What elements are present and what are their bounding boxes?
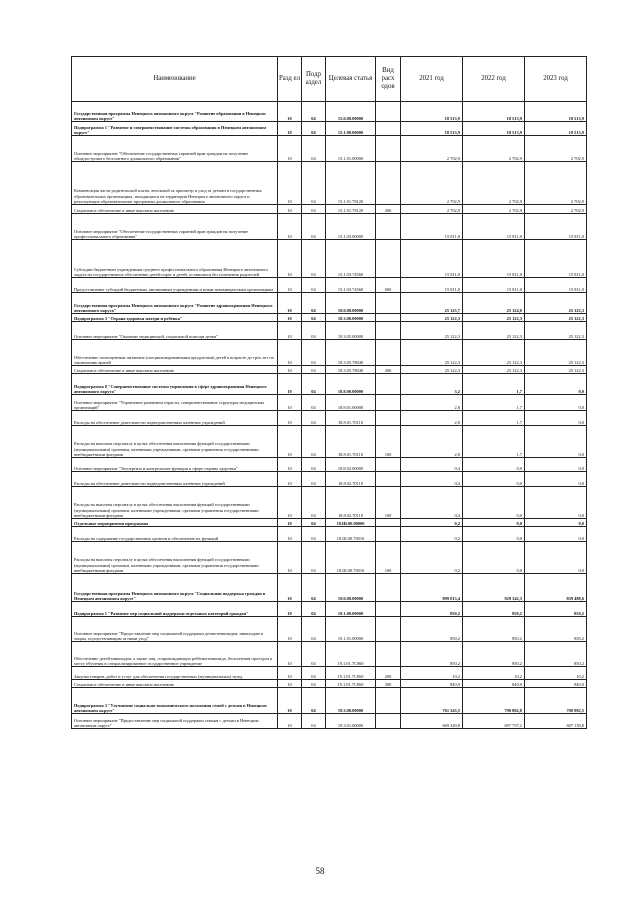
row-expense-type bbox=[376, 574, 401, 602]
row-2022: 929 342,3 bbox=[463, 574, 525, 602]
row-razdel: 10 bbox=[278, 487, 302, 519]
row-target-article: 18.Ш.00.00000 bbox=[326, 519, 376, 527]
row-2021: 0,2 bbox=[401, 542, 463, 574]
row-name: Обеспечение детей-инвалидов, а также лиц, сопровождающих ребёнка-инвалида, бесплатным проездом к месту обучения в специализированное государственное учреждение bbox=[72, 642, 278, 667]
row-name: Социальное обеспечение и иные выплаты населению bbox=[72, 205, 278, 214]
row-2022: 15 811,0 bbox=[463, 214, 525, 240]
row-target-article: 18.Ш.00.70010 bbox=[326, 527, 376, 542]
header-target-article: Целевая статья bbox=[326, 57, 376, 102]
table-row bbox=[72, 519, 587, 527]
table-row bbox=[72, 162, 587, 205]
row-expense-type bbox=[376, 102, 401, 122]
row-target-article: 18.8.02.70110 bbox=[326, 487, 376, 519]
row-podrazdel: 04 bbox=[302, 374, 326, 395]
row-podrazdel: 04 bbox=[302, 680, 326, 688]
row-podrazdel: 04 bbox=[302, 240, 326, 278]
row-2023: 0,0 bbox=[525, 519, 587, 527]
row-2022: 18 513,9 bbox=[463, 122, 525, 136]
row-2021: 25 122,3 bbox=[401, 314, 463, 322]
row-podrazdel: 04 bbox=[302, 527, 326, 542]
row-name: Предоставление субсидий бюджетным, автономным учреждениям и иным некоммерческим организациям bbox=[72, 278, 278, 293]
row-podrazdel: 04 bbox=[302, 366, 326, 374]
row-target-article: 15.1.00.00000 bbox=[326, 122, 376, 136]
row-target-article: 18.3.05.00000 bbox=[326, 322, 376, 340]
row-2022: 25 122,3 bbox=[463, 366, 525, 374]
row-podrazdel: 04 bbox=[302, 293, 326, 314]
row-expense-type bbox=[376, 136, 401, 162]
row-expense-type bbox=[376, 602, 401, 617]
row-2021: 2,8 bbox=[401, 426, 463, 458]
row-name: Государственная программа Ненецкого автономного округа "Развитие здравоохранения Ненецкого автономного округа" bbox=[72, 293, 278, 314]
row-2022: 850,2 bbox=[463, 602, 525, 617]
row-name: Основное мероприятие "Управление развитием отрасли, совершенствование структуры медицинских организаций" bbox=[72, 395, 278, 411]
row-target-article: 15.1.01.00000 bbox=[326, 136, 376, 162]
row-2021: 899 813,4 bbox=[401, 574, 463, 602]
row-expense-type bbox=[376, 642, 401, 667]
row-razdel: 10 bbox=[278, 602, 302, 617]
row-razdel: 10 bbox=[278, 205, 302, 214]
row-razdel: 10 bbox=[278, 314, 302, 322]
table-row bbox=[72, 374, 587, 395]
row-2022: 2 702,9 bbox=[463, 162, 525, 205]
row-razdel: 10 bbox=[278, 366, 302, 374]
row-2021: 0,2 bbox=[401, 519, 463, 527]
row-target-article: 18.0.00.00000 bbox=[326, 293, 376, 314]
row-target-article: 18.3.00.00000 bbox=[326, 314, 376, 322]
table-row bbox=[72, 487, 587, 519]
row-2021: 2 702,9 bbox=[401, 205, 463, 214]
row-2021: 0,4 bbox=[401, 458, 463, 472]
row-target-article: 15.1.03.74560 bbox=[326, 240, 376, 278]
row-2021: 840,0 bbox=[401, 680, 463, 688]
row-2021: 0,4 bbox=[401, 472, 463, 487]
row-razdel: 10 bbox=[278, 162, 302, 205]
row-expense-type bbox=[376, 395, 401, 411]
row-2023: 0,0 bbox=[525, 487, 587, 519]
row-razdel: 10 bbox=[278, 458, 302, 472]
row-2022: 1,7 bbox=[463, 411, 525, 426]
row-expense-type bbox=[376, 322, 401, 340]
header-2022: 2022 год bbox=[463, 57, 525, 102]
row-razdel: 10 bbox=[278, 642, 302, 667]
table-row bbox=[72, 314, 587, 322]
row-2022: 0,0 bbox=[463, 527, 525, 542]
row-2021: 25 125,7 bbox=[401, 293, 463, 314]
row-podrazdel: 04 bbox=[302, 411, 326, 426]
row-target-article: 18.3.05.78040 bbox=[326, 366, 376, 374]
row-podrazdel: 04 bbox=[302, 102, 326, 122]
row-expense-type: 200 bbox=[376, 667, 401, 680]
row-expense-type bbox=[376, 688, 401, 714]
row-2021: 2,8 bbox=[401, 411, 463, 426]
row-expense-type: 600 bbox=[376, 278, 401, 293]
row-2021: 10,2 bbox=[401, 667, 463, 680]
row-2021: 2,8 bbox=[401, 395, 463, 411]
row-2023: 25 122,3 bbox=[525, 322, 587, 340]
row-expense-type: 300 bbox=[376, 680, 401, 688]
row-2023: 850,2 bbox=[525, 642, 587, 667]
row-2023: 10,2 bbox=[525, 667, 587, 680]
row-podrazdel: 04 bbox=[302, 714, 326, 729]
row-name: Расходы на выплаты персоналу в целях обеспечения выполнения функций государственными (муниципальными) органами, казенными учреждениями, органами управления государственными внебюджетными фондами bbox=[72, 487, 278, 519]
row-2023: 0,0 bbox=[525, 527, 587, 542]
row-name: Социальное обеспечение и иные выплаты населению bbox=[72, 366, 278, 374]
row-expense-type bbox=[376, 527, 401, 542]
row-expense-type bbox=[376, 122, 401, 136]
row-name: Подпрограмма 1 "Развитие и совершенствование системы образования в Ненецком автономном округе" bbox=[72, 122, 278, 136]
row-razdel: 10 bbox=[278, 374, 302, 395]
header-razdel: Разд ел bbox=[278, 57, 302, 102]
row-name: Обеспечение полноценным питанием (специализированными продуктами) детей в возрасте до трех лет по заключению врачей bbox=[72, 340, 278, 366]
row-2021: 2 702,9 bbox=[401, 162, 463, 205]
row-target-article: 15.1.01.78120 bbox=[326, 205, 376, 214]
table-row bbox=[72, 214, 587, 240]
row-name: Подпрограмма 8 "Совершенствование системы управления в сфере здравоохранения Ненецкого автономного округа" bbox=[72, 374, 278, 395]
row-2021: 2 702,9 bbox=[401, 136, 463, 162]
row-target-article: 19.3.01.00000 bbox=[326, 714, 376, 729]
row-expense-type bbox=[376, 162, 401, 205]
row-2022: 25 122,3 bbox=[463, 340, 525, 366]
row-2022: 0,0 bbox=[463, 472, 525, 487]
row-2022: 850,2 bbox=[463, 617, 525, 642]
row-podrazdel: 04 bbox=[302, 542, 326, 574]
row-2021: 25 122,3 bbox=[401, 366, 463, 374]
row-target-article: 18.8.02.70110 bbox=[326, 472, 376, 487]
table-row bbox=[72, 642, 587, 667]
row-podrazdel: 04 bbox=[302, 688, 326, 714]
row-podrazdel: 04 bbox=[302, 395, 326, 411]
row-target-article: 18.8.01.70110 bbox=[326, 426, 376, 458]
table-row bbox=[72, 322, 587, 340]
row-2021: 25 122,3 bbox=[401, 322, 463, 340]
row-2023: 2 702,9 bbox=[525, 136, 587, 162]
table-row bbox=[72, 240, 587, 278]
row-podrazdel: 04 bbox=[302, 642, 326, 667]
table-row bbox=[72, 542, 587, 574]
row-2022: 25 122,3 bbox=[463, 322, 525, 340]
row-2022: 0,0 bbox=[463, 458, 525, 472]
row-razdel: 10 bbox=[278, 240, 302, 278]
row-razdel: 10 bbox=[278, 688, 302, 714]
row-2023: 15 811,0 bbox=[525, 214, 587, 240]
row-2023: 25 122,3 bbox=[525, 314, 587, 322]
row-razdel: 10 bbox=[278, 102, 302, 122]
row-target-article: 18.8.01.00000 bbox=[326, 395, 376, 411]
row-2021: 15 811,0 bbox=[401, 240, 463, 278]
header-podrazdel: Подр аздел bbox=[302, 57, 326, 102]
row-podrazdel: 04 bbox=[302, 667, 326, 680]
row-name: Основное мероприятие "Предоставление мер социальной поддержки семьям с детьми в Ненецком автономном округе" bbox=[72, 714, 278, 729]
row-2022: 1,7 bbox=[463, 395, 525, 411]
header-expense-type: Вид расх одов bbox=[376, 57, 401, 102]
row-2022: 10,2 bbox=[463, 667, 525, 680]
row-2023: 18 513,9 bbox=[525, 102, 587, 122]
row-razdel: 10 bbox=[278, 667, 302, 680]
table-row bbox=[72, 617, 587, 642]
row-expense-type bbox=[376, 714, 401, 729]
row-2021: 850,2 bbox=[401, 642, 463, 667]
row-2023: 0,0 bbox=[525, 374, 587, 395]
row-razdel: 10 bbox=[278, 714, 302, 729]
table-row bbox=[72, 122, 587, 136]
row-2023: 18 513,9 bbox=[525, 122, 587, 136]
row-2022: 1,7 bbox=[463, 426, 525, 458]
row-razdel: 10 bbox=[278, 527, 302, 542]
row-2022: 25 124,0 bbox=[463, 293, 525, 314]
row-2021: 669 349,8 bbox=[401, 714, 463, 729]
table-row bbox=[72, 426, 587, 458]
row-target-article: 18.3.05.78040 bbox=[326, 340, 376, 366]
row-name: Компенсация части родительской платы, вносимой за присмотр и уход за детьми в государственных образовательных организациях, находящихся на территории Ненецкого автономного округа и реализующих образовательные программы дошкольного образования bbox=[72, 162, 278, 205]
row-podrazdel: 04 bbox=[302, 214, 326, 240]
row-2023: 0,0 bbox=[525, 395, 587, 411]
row-target-article: 15.1.03.74560 bbox=[326, 278, 376, 293]
row-target-article: 19.0.00.00000 bbox=[326, 574, 376, 602]
row-2021: 850,2 bbox=[401, 602, 463, 617]
row-razdel: 10 bbox=[278, 214, 302, 240]
row-expense-type bbox=[376, 340, 401, 366]
row-2021: 0,2 bbox=[401, 527, 463, 542]
row-2023: 0,0 bbox=[525, 411, 587, 426]
row-2022: 697 757,2 bbox=[463, 714, 525, 729]
row-name: Расходы на выплаты персоналу в целях обеспечения выполнения функций государственными (муниципальными) органами, казенными учреждениями, органами управления государственными внебюджетными фондами bbox=[72, 426, 278, 458]
row-2023: 700 982,5 bbox=[525, 688, 587, 714]
row-2023: 25 122,3 bbox=[525, 293, 587, 314]
table-row bbox=[72, 340, 587, 366]
row-razdel: 10 bbox=[278, 617, 302, 642]
row-name: Основное мероприятие "Обеспечение государственных гарантий прав граждан на получение общедоступного бесплатного дошкольного образования" bbox=[72, 136, 278, 162]
table-row bbox=[72, 411, 587, 426]
row-name: Государственная программа Ненецкого автономного округа "Развитие образования в Ненецком автономном округе" bbox=[72, 102, 278, 122]
row-name: Расходы на обеспечение деятельности подведомственных казённых учреждений bbox=[72, 411, 278, 426]
row-2022: 840,0 bbox=[463, 680, 525, 688]
row-razdel: 10 bbox=[278, 574, 302, 602]
row-target-article: 19.1.00.00000 bbox=[326, 602, 376, 617]
row-expense-type bbox=[376, 214, 401, 240]
row-razdel: 10 bbox=[278, 278, 302, 293]
row-expense-type: 300 bbox=[376, 205, 401, 214]
row-podrazdel: 04 bbox=[302, 574, 326, 602]
table-row bbox=[72, 102, 587, 122]
row-name: Социальное обеспечение и иные выплаты населению bbox=[72, 680, 278, 688]
row-expense-type: 100 bbox=[376, 542, 401, 574]
row-2023: 607 139,8 bbox=[525, 714, 587, 729]
row-2023: 0,0 bbox=[525, 458, 587, 472]
row-razdel: 10 bbox=[278, 519, 302, 527]
row-razdel: 10 bbox=[278, 293, 302, 314]
row-target-article: 18.Ш.00.70010 bbox=[326, 542, 376, 574]
table-row bbox=[72, 293, 587, 314]
row-2022: 18 513,9 bbox=[463, 102, 525, 122]
table-row bbox=[72, 602, 587, 617]
row-podrazdel: 04 bbox=[302, 122, 326, 136]
row-target-article: 19.1.01.7С060 bbox=[326, 642, 376, 667]
row-2022: 15 811,0 bbox=[463, 278, 525, 293]
row-name: Основное мероприятие "Предоставление мер социальной поддержки детям-инвалидам, инвалидам и лицам, осуществляющим за ними уход" bbox=[72, 617, 278, 642]
row-2022: 0,0 bbox=[463, 519, 525, 527]
table-row bbox=[72, 366, 587, 374]
row-podrazdel: 04 bbox=[302, 340, 326, 366]
row-podrazdel: 04 bbox=[302, 314, 326, 322]
table-row bbox=[72, 395, 587, 411]
row-2021: 761 343,5 bbox=[401, 688, 463, 714]
row-expense-type: 100 bbox=[376, 487, 401, 519]
row-name: Подпрограмма 3 "Охрана здоровья матери и ребёнка" bbox=[72, 314, 278, 322]
row-name: Основное мероприятие "Экспертиза и контрольные функции в сфере охраны здоровья" bbox=[72, 458, 278, 472]
table-row bbox=[72, 205, 587, 214]
row-name: Расходы на содержание государственных органов и обеспечение их функций bbox=[72, 527, 278, 542]
budget-table bbox=[71, 56, 587, 729]
row-podrazdel: 04 bbox=[302, 322, 326, 340]
row-2022: 790 802,8 bbox=[463, 688, 525, 714]
row-podrazdel: 04 bbox=[302, 205, 326, 214]
row-name: Основное мероприятие "Обеспечение государственных гарантий прав граждан на получение профессионального образования" bbox=[72, 214, 278, 240]
row-target-article: 15.0.00.00000 bbox=[326, 102, 376, 122]
row-2023: 25 122,3 bbox=[525, 340, 587, 366]
row-target-article: 18.8.01.70110 bbox=[326, 411, 376, 426]
row-razdel: 10 bbox=[278, 322, 302, 340]
row-2023: 25 122,3 bbox=[525, 366, 587, 374]
row-target-article: 19.1.01.7С060 bbox=[326, 667, 376, 680]
header-2023: 2023 год bbox=[525, 57, 587, 102]
table-row bbox=[72, 667, 587, 680]
row-target-article: 19.1.01.7С060 bbox=[326, 680, 376, 688]
table-row bbox=[72, 527, 587, 542]
row-2021: 0,4 bbox=[401, 487, 463, 519]
row-expense-type bbox=[376, 293, 401, 314]
row-name: Подпрограмма 1 "Развитие мер социальной поддержки отдельных категорий граждан" bbox=[72, 602, 278, 617]
row-2023: 0,0 bbox=[525, 426, 587, 458]
row-podrazdel: 04 bbox=[302, 426, 326, 458]
row-podrazdel: 04 bbox=[302, 519, 326, 527]
row-podrazdel: 04 bbox=[302, 136, 326, 162]
row-2021: 15 811,0 bbox=[401, 214, 463, 240]
row-podrazdel: 04 bbox=[302, 278, 326, 293]
row-razdel: 10 bbox=[278, 395, 302, 411]
row-target-article: 19.3.00.00000 bbox=[326, 688, 376, 714]
row-name: Расходы на обеспечение деятельности подведомственных казённых учреждений bbox=[72, 472, 278, 487]
header-2021: 2021 год bbox=[401, 57, 463, 102]
table-row bbox=[72, 472, 587, 487]
row-2021: 18 513,9 bbox=[401, 122, 463, 136]
row-2023: 2 702,9 bbox=[525, 162, 587, 205]
row-2022: 0,0 bbox=[463, 487, 525, 519]
row-2022: 0,0 bbox=[463, 542, 525, 574]
row-expense-type bbox=[376, 617, 401, 642]
row-podrazdel: 04 bbox=[302, 487, 326, 519]
row-expense-type bbox=[376, 411, 401, 426]
row-razdel: 10 bbox=[278, 472, 302, 487]
table-row bbox=[72, 574, 587, 602]
table-row bbox=[72, 278, 587, 293]
row-razdel: 10 bbox=[278, 411, 302, 426]
row-2022: 25 122,3 bbox=[463, 314, 525, 322]
table-row bbox=[72, 714, 587, 729]
row-2023: 0,0 bbox=[525, 542, 587, 574]
row-name: Субсидии бюджетным учреждениям среднего профессионального образования Ненецкого автономного округа на государственное обеспечение детей-сирот и детей, оставшихся без попечения родителей bbox=[72, 240, 278, 278]
row-2023: 850,2 bbox=[525, 602, 587, 617]
row-target-article: 18.8.02.00000 bbox=[326, 458, 376, 472]
table-row bbox=[72, 458, 587, 472]
page-number: 58 bbox=[315, 866, 325, 876]
row-target-article: 18.8.00.00000 bbox=[326, 374, 376, 395]
table-row bbox=[72, 136, 587, 162]
row-2023: 0,0 bbox=[525, 472, 587, 487]
table-header-row bbox=[72, 57, 587, 102]
row-razdel: 10 bbox=[278, 680, 302, 688]
row-podrazdel: 04 bbox=[302, 458, 326, 472]
row-2022: 1,7 bbox=[463, 374, 525, 395]
row-razdel: 10 bbox=[278, 136, 302, 162]
row-expense-type bbox=[376, 519, 401, 527]
row-name: Основное мероприятие "Оказание медицинской, социальной помощи детям" bbox=[72, 322, 278, 340]
row-podrazdel: 04 bbox=[302, 472, 326, 487]
row-2023: 2 702,9 bbox=[525, 205, 587, 214]
row-2021: 25 122,3 bbox=[401, 340, 463, 366]
row-2023: 839 488,6 bbox=[525, 574, 587, 602]
row-name: Подпрограмма 3 "Улучшение социально-экономического положения семей с детьми в Ненецком автономном округе" bbox=[72, 688, 278, 714]
row-podrazdel: 04 bbox=[302, 602, 326, 617]
row-target-article: 15.1.03.00000 bbox=[326, 214, 376, 240]
row-expense-type bbox=[376, 314, 401, 322]
row-podrazdel: 04 bbox=[302, 617, 326, 642]
row-expense-type bbox=[376, 472, 401, 487]
row-podrazdel: 04 bbox=[302, 162, 326, 205]
row-expense-type: 100 bbox=[376, 426, 401, 458]
table-row bbox=[72, 680, 587, 688]
row-2021: 3,2 bbox=[401, 374, 463, 395]
row-2023: 15 811,0 bbox=[525, 278, 587, 293]
table-row bbox=[72, 688, 587, 714]
row-2022: 850,2 bbox=[463, 642, 525, 667]
row-2022: 2 702,9 bbox=[463, 205, 525, 214]
row-razdel: 10 bbox=[278, 426, 302, 458]
row-razdel: 10 bbox=[278, 542, 302, 574]
row-razdel: 10 bbox=[278, 122, 302, 136]
row-2021: 850,2 bbox=[401, 617, 463, 642]
row-2021: 18 513,9 bbox=[401, 102, 463, 122]
row-2022: 2 702,9 bbox=[463, 136, 525, 162]
row-name: Отдельные мероприятия программы bbox=[72, 519, 278, 527]
row-2023: 15 811,0 bbox=[525, 240, 587, 278]
row-target-article: 19.1.01.00000 bbox=[326, 617, 376, 642]
row-name: Закупка товаров, работ и услуг для обеспечения государственных (муниципальных) нужд bbox=[72, 667, 278, 680]
row-2021: 15 811,0 bbox=[401, 278, 463, 293]
header-name: Наименование bbox=[72, 57, 278, 102]
row-2023: 840,0 bbox=[525, 680, 587, 688]
row-expense-type bbox=[376, 374, 401, 395]
row-expense-type bbox=[376, 458, 401, 472]
row-expense-type: 300 bbox=[376, 366, 401, 374]
row-2023: 850,2 bbox=[525, 617, 587, 642]
row-name: Расходы на выплаты персоналу в целях обеспечения выполнения функций государственными (муниципальными) органами, казенными учреждениями, органами управления государственными внебюджетными фондами bbox=[72, 542, 278, 574]
row-target-article: 15.1.01.78120 bbox=[326, 162, 376, 205]
row-name: Государственная программа Ненецкого автономного округа "Социальная поддержка граждан в Ненецком автономном округе" bbox=[72, 574, 278, 602]
row-expense-type bbox=[376, 240, 401, 278]
row-2022: 15 811,0 bbox=[463, 240, 525, 278]
row-razdel: 10 bbox=[278, 340, 302, 366]
